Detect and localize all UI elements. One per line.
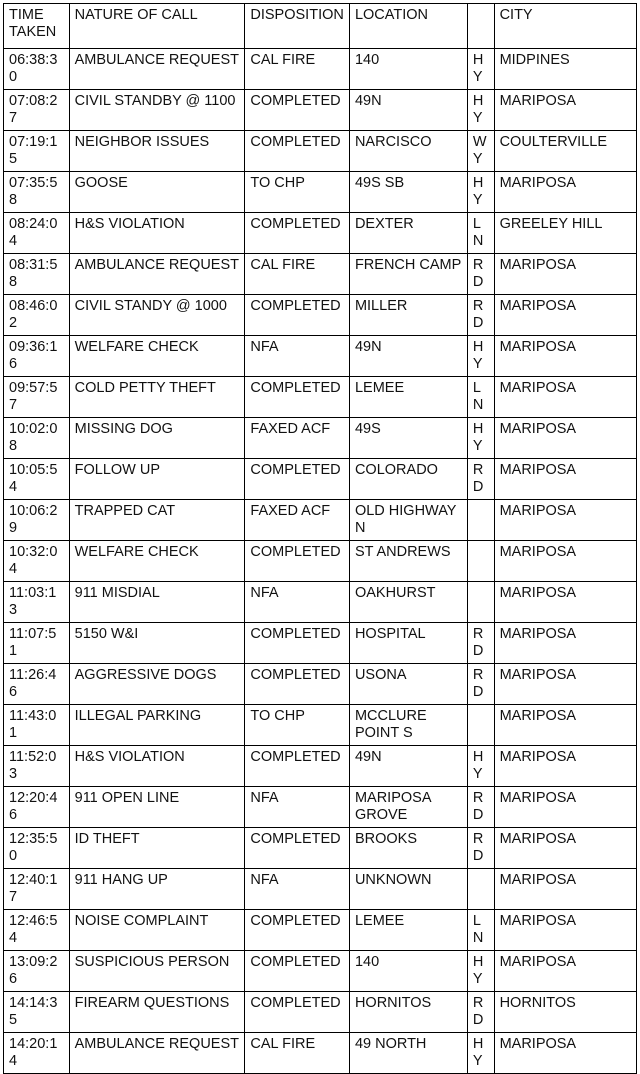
cell-time: 07:35:58 — [4, 172, 70, 213]
cell-time: 08:24:04 — [4, 213, 70, 254]
cell-city: MARIPOSA — [494, 951, 636, 992]
header-disposition: DISPOSITION — [245, 4, 350, 49]
cell-nature-of-call: 911 OPEN LINE — [69, 787, 245, 828]
table-row — [4, 418, 637, 459]
cell-street-type: HY — [467, 746, 494, 787]
table-row — [4, 295, 637, 336]
cell-street-type — [467, 582, 494, 623]
table-row — [4, 541, 637, 582]
cell-location: OAKHURST — [349, 582, 467, 623]
table-row — [4, 336, 637, 377]
cell-city: MARIPOSA — [494, 910, 636, 951]
cell-time: 09:57:57 — [4, 377, 70, 418]
table-row — [4, 254, 637, 295]
table-row — [4, 951, 637, 992]
cell-disposition: COMPLETED — [245, 541, 350, 582]
cell-location: NARCISCO — [349, 131, 467, 172]
cell-street-type: LN — [467, 213, 494, 254]
table-row — [4, 828, 637, 869]
cell-time: 12:35:50 — [4, 828, 70, 869]
cell-street-type — [467, 541, 494, 582]
cell-city: MARIPOSA — [494, 295, 636, 336]
header-time-taken: TIME TAKEN — [4, 4, 70, 49]
cell-city: MARIPOSA — [494, 500, 636, 541]
table-row — [4, 459, 637, 500]
cell-disposition: FAXED ACF — [245, 418, 350, 459]
cell-city: COULTERVILLE — [494, 131, 636, 172]
cell-location: 49S — [349, 418, 467, 459]
cell-time: 10:06:29 — [4, 500, 70, 541]
cell-nature-of-call: 911 HANG UP — [69, 869, 245, 910]
cell-location: FRENCH CAMP — [349, 254, 467, 295]
header-nature-of-call: NATURE OF CALL — [69, 4, 245, 49]
cell-disposition: NFA — [245, 787, 350, 828]
cell-disposition: COMPLETED — [245, 992, 350, 1033]
cell-location: USONA — [349, 664, 467, 705]
cell-time: 12:40:17 — [4, 869, 70, 910]
table-row — [4, 869, 637, 910]
cell-street-type: RD — [467, 295, 494, 336]
cell-street-type: RD — [467, 623, 494, 664]
cell-nature-of-call: H&S VIOLATION — [69, 746, 245, 787]
table-body — [4, 49, 637, 1074]
table-row — [4, 49, 637, 90]
cell-location: DEXTER — [349, 213, 467, 254]
cell-disposition: CAL FIRE — [245, 49, 350, 90]
cell-time: 11:07:51 — [4, 623, 70, 664]
cell-location: 49N — [349, 746, 467, 787]
cell-nature-of-call: COLD PETTY THEFT — [69, 377, 245, 418]
table-row — [4, 787, 637, 828]
cell-city: MARIPOSA — [494, 541, 636, 582]
cell-disposition: COMPLETED — [245, 377, 350, 418]
cell-nature-of-call: AMBULANCE REQUEST — [69, 1033, 245, 1074]
cell-disposition: COMPLETED — [245, 131, 350, 172]
cell-nature-of-call: TRAPPED CAT — [69, 500, 245, 541]
cell-disposition: COMPLETED — [245, 910, 350, 951]
table-row — [4, 582, 637, 623]
cell-location: LEMEE — [349, 910, 467, 951]
cell-nature-of-call: H&S VIOLATION — [69, 213, 245, 254]
cell-nature-of-call: ILLEGAL PARKING — [69, 705, 245, 746]
cell-street-type: RD — [467, 664, 494, 705]
cell-nature-of-call: FIREARM QUESTIONS — [69, 992, 245, 1033]
cell-city: GREELEY HILL — [494, 213, 636, 254]
cell-time: 11:03:13 — [4, 582, 70, 623]
cell-nature-of-call: ID THEFT — [69, 828, 245, 869]
cell-disposition: TO CHP — [245, 705, 350, 746]
table-row — [4, 664, 637, 705]
cell-location: 140 — [349, 951, 467, 992]
cell-time: 07:08:27 — [4, 90, 70, 131]
cell-time: 13:09:26 — [4, 951, 70, 992]
cell-nature-of-call: AGGRESSIVE DOGS — [69, 664, 245, 705]
cell-city: MARIPOSA — [494, 582, 636, 623]
cell-street-type: RD — [467, 459, 494, 500]
cell-time: 11:43:01 — [4, 705, 70, 746]
cell-street-type: RD — [467, 992, 494, 1033]
cell-disposition: NFA — [245, 336, 350, 377]
cell-location: MARIPOSA GROVE — [349, 787, 467, 828]
cell-location: 49N — [349, 336, 467, 377]
cell-street-type — [467, 869, 494, 910]
cell-city: MARIPOSA — [494, 90, 636, 131]
header-city: CITY — [494, 4, 636, 49]
cell-city: MIDPINES — [494, 49, 636, 90]
cell-time: 10:32:04 — [4, 541, 70, 582]
cell-street-type: HY — [467, 1033, 494, 1074]
cell-city: MARIPOSA — [494, 705, 636, 746]
table-row — [4, 1033, 637, 1074]
cell-street-type — [467, 500, 494, 541]
table-row — [4, 623, 637, 664]
cell-disposition: COMPLETED — [245, 828, 350, 869]
cell-time: 06:38:30 — [4, 49, 70, 90]
cell-location: OLD HIGHWAY N — [349, 500, 467, 541]
cell-city: HORNITOS — [494, 992, 636, 1033]
cell-street-type: LN — [467, 377, 494, 418]
call-log-table — [3, 3, 637, 1074]
cell-city: MARIPOSA — [494, 172, 636, 213]
table-row — [4, 910, 637, 951]
cell-location: MCCLURE POINT S — [349, 705, 467, 746]
header-street-type — [467, 4, 494, 49]
cell-nature-of-call: 5150 W&I — [69, 623, 245, 664]
cell-city: MARIPOSA — [494, 787, 636, 828]
cell-location: 49N — [349, 90, 467, 131]
cell-location: MILLER — [349, 295, 467, 336]
cell-city: MARIPOSA — [494, 869, 636, 910]
cell-nature-of-call: CIVIL STANDBY @ 1100 — [69, 90, 245, 131]
cell-location: ST ANDREWS — [349, 541, 467, 582]
cell-disposition: COMPLETED — [245, 664, 350, 705]
cell-street-type: HY — [467, 336, 494, 377]
cell-street-type — [467, 705, 494, 746]
cell-street-type: RD — [467, 254, 494, 295]
cell-disposition: COMPLETED — [245, 213, 350, 254]
cell-street-type: WY — [467, 131, 494, 172]
cell-nature-of-call: NEIGHBOR ISSUES — [69, 131, 245, 172]
header-location: LOCATION — [349, 4, 467, 49]
header-row — [4, 4, 637, 49]
cell-disposition: TO CHP — [245, 172, 350, 213]
cell-time: 11:52:03 — [4, 746, 70, 787]
cell-disposition: COMPLETED — [245, 951, 350, 992]
cell-nature-of-call: WELFARE CHECK — [69, 336, 245, 377]
cell-location: 49S SB — [349, 172, 467, 213]
cell-city: MARIPOSA — [494, 623, 636, 664]
cell-nature-of-call: WELFARE CHECK — [69, 541, 245, 582]
cell-street-type: LN — [467, 910, 494, 951]
cell-disposition: COMPLETED — [245, 746, 350, 787]
cell-location: 49 NORTH — [349, 1033, 467, 1074]
cell-time: 11:26:46 — [4, 664, 70, 705]
cell-nature-of-call: CIVIL STANDY @ 1000 — [69, 295, 245, 336]
cell-time: 10:05:54 — [4, 459, 70, 500]
cell-time: 10:02:08 — [4, 418, 70, 459]
cell-city: MARIPOSA — [494, 377, 636, 418]
cell-street-type: HY — [467, 90, 494, 131]
cell-nature-of-call: SUSPICIOUS PERSON — [69, 951, 245, 992]
cell-city: MARIPOSA — [494, 1033, 636, 1074]
cell-disposition: COMPLETED — [245, 459, 350, 500]
cell-street-type: HY — [467, 418, 494, 459]
cell-disposition: COMPLETED — [245, 90, 350, 131]
cell-city: MARIPOSA — [494, 254, 636, 295]
cell-city: MARIPOSA — [494, 746, 636, 787]
cell-nature-of-call: AMBULANCE REQUEST — [69, 254, 245, 295]
cell-disposition: FAXED ACF — [245, 500, 350, 541]
cell-time: 14:20:14 — [4, 1033, 70, 1074]
cell-location: HOSPITAL — [349, 623, 467, 664]
cell-disposition: CAL FIRE — [245, 1033, 350, 1074]
cell-disposition: NFA — [245, 582, 350, 623]
table-row — [4, 90, 637, 131]
table-row — [4, 213, 637, 254]
cell-nature-of-call: NOISE COMPLAINT — [69, 910, 245, 951]
cell-disposition: COMPLETED — [245, 623, 350, 664]
cell-city: MARIPOSA — [494, 418, 636, 459]
table-row — [4, 172, 637, 213]
cell-time: 12:46:54 — [4, 910, 70, 951]
cell-time: 07:19:15 — [4, 131, 70, 172]
cell-nature-of-call: FOLLOW UP — [69, 459, 245, 500]
cell-street-type: HY — [467, 172, 494, 213]
cell-street-type: HY — [467, 49, 494, 90]
cell-location: BROOKS — [349, 828, 467, 869]
table-header — [4, 4, 637, 49]
table-row — [4, 131, 637, 172]
cell-street-type: HY — [467, 951, 494, 992]
table-row — [4, 746, 637, 787]
cell-city: MARIPOSA — [494, 459, 636, 500]
cell-nature-of-call: AMBULANCE REQUEST — [69, 49, 245, 90]
cell-nature-of-call: 911 MISDIAL — [69, 582, 245, 623]
table-row — [4, 377, 637, 418]
cell-disposition: COMPLETED — [245, 295, 350, 336]
cell-time: 09:36:16 — [4, 336, 70, 377]
cell-city: MARIPOSA — [494, 336, 636, 377]
cell-disposition: NFA — [245, 869, 350, 910]
cell-city: MARIPOSA — [494, 828, 636, 869]
cell-disposition: CAL FIRE — [245, 254, 350, 295]
cell-time: 12:20:46 — [4, 787, 70, 828]
cell-nature-of-call: GOOSE — [69, 172, 245, 213]
cell-location: COLORADO — [349, 459, 467, 500]
table-row — [4, 992, 637, 1033]
cell-location: LEMEE — [349, 377, 467, 418]
cell-time: 14:14:35 — [4, 992, 70, 1033]
cell-location: 140 — [349, 49, 467, 90]
cell-location: UNKNOWN — [349, 869, 467, 910]
cell-street-type: RD — [467, 828, 494, 869]
cell-street-type: RD — [467, 787, 494, 828]
cell-city: MARIPOSA — [494, 664, 636, 705]
cell-location: HORNITOS — [349, 992, 467, 1033]
cell-time: 08:31:58 — [4, 254, 70, 295]
cell-time: 08:46:02 — [4, 295, 70, 336]
table-row — [4, 705, 637, 746]
table-row — [4, 500, 637, 541]
cell-nature-of-call: MISSING DOG — [69, 418, 245, 459]
